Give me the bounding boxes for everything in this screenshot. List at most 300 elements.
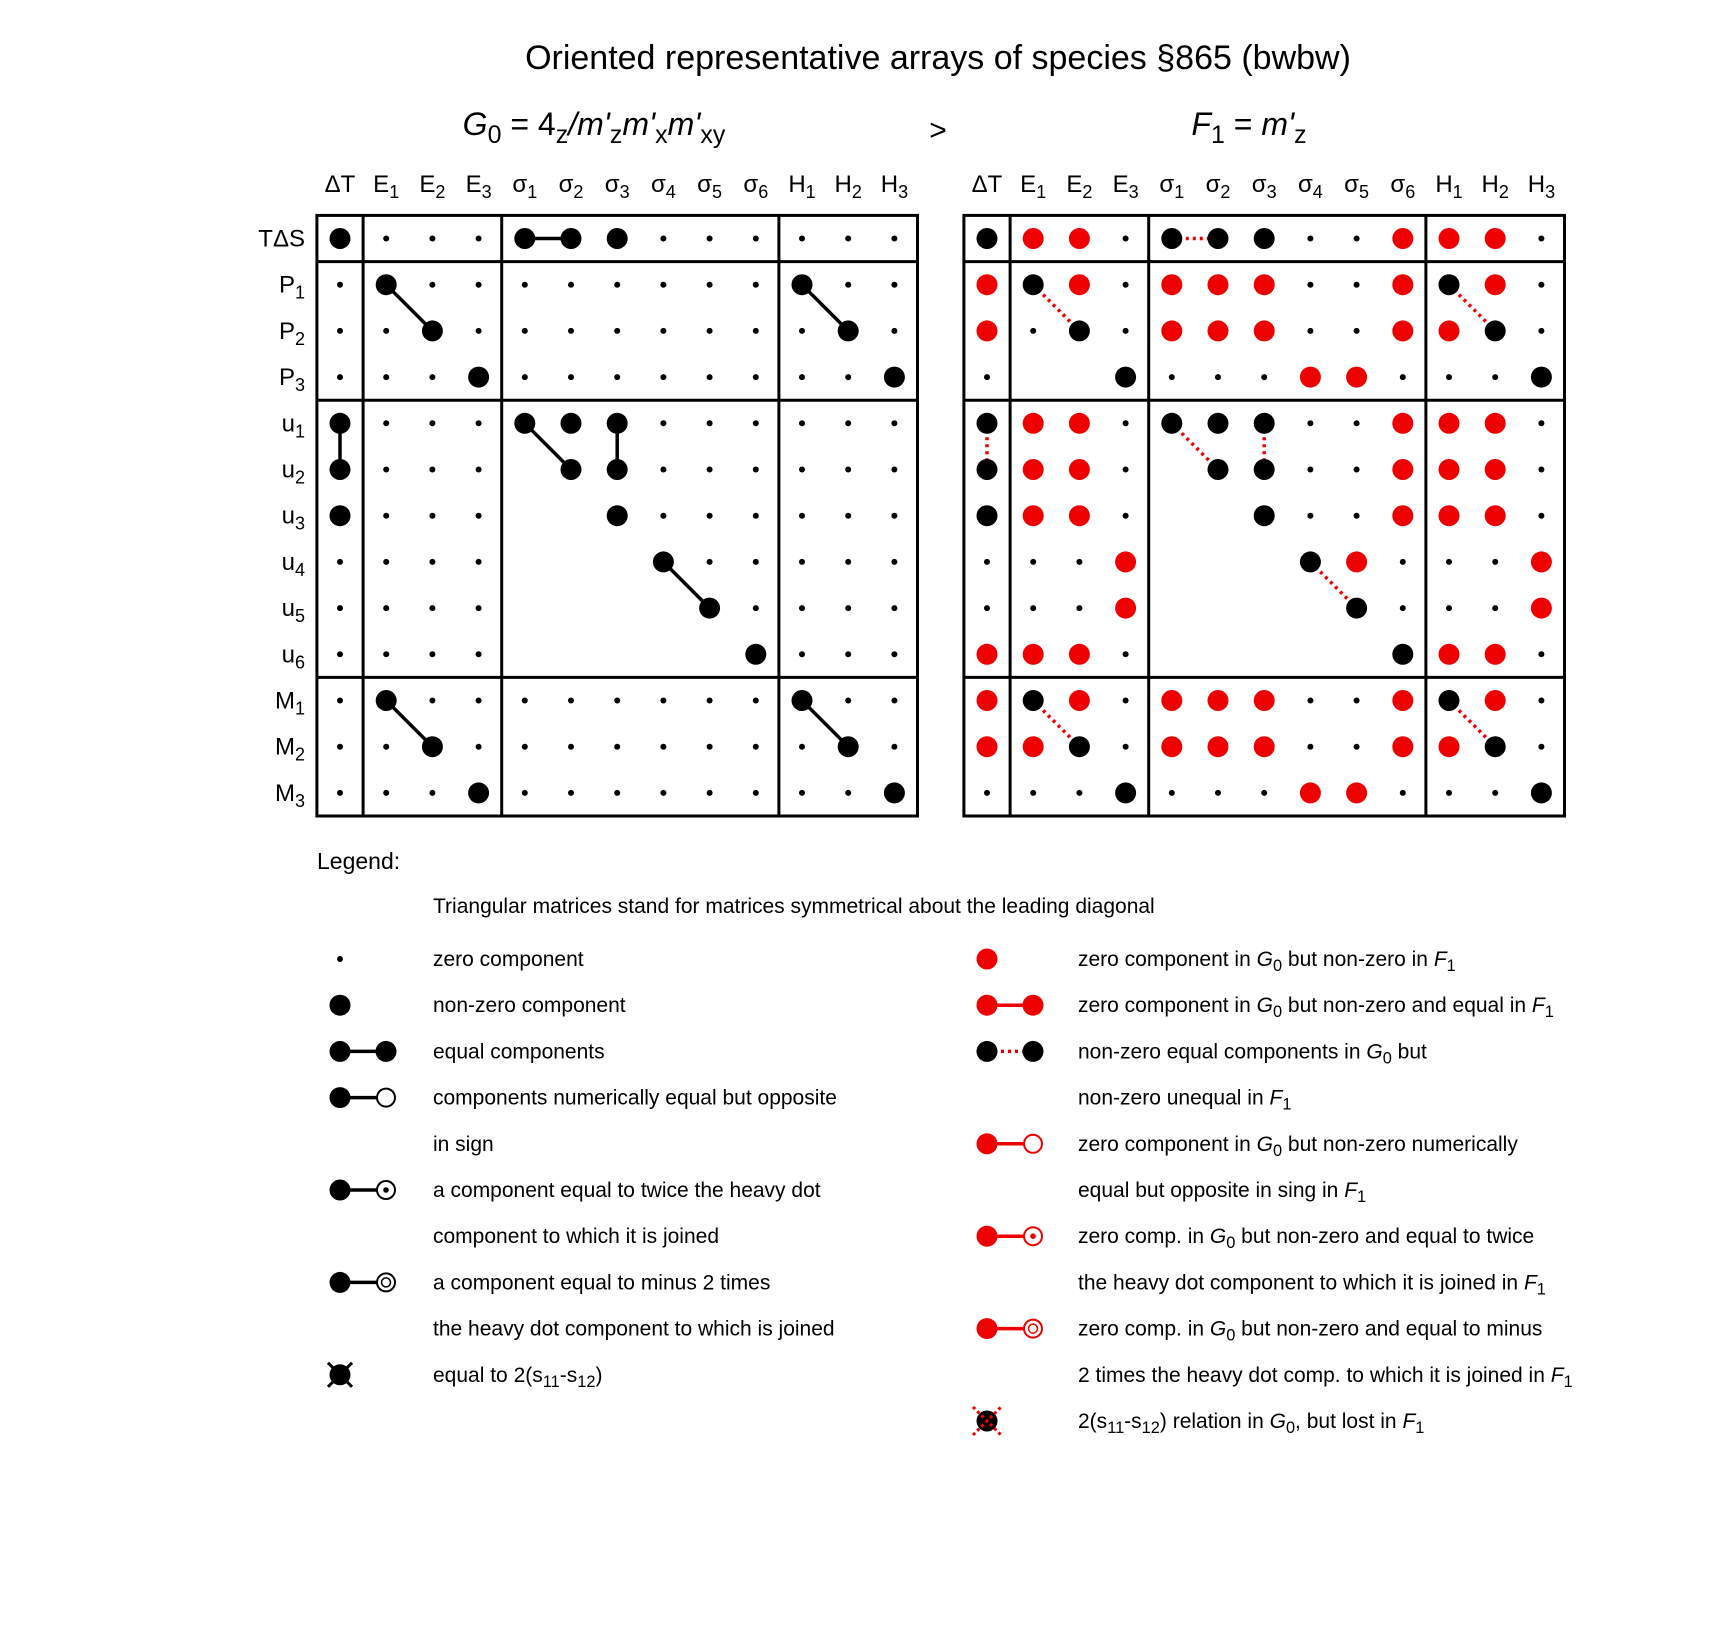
zero-component-dot [614, 744, 620, 750]
new-non-zero-component-dot [1023, 505, 1044, 526]
zero-component-dot [383, 744, 389, 750]
zero-component-dot [753, 467, 759, 473]
zero-component-dot [660, 467, 666, 473]
legend-dot [330, 1041, 351, 1062]
column-header-base: H [834, 171, 852, 198]
zero-component-dot [753, 513, 759, 519]
row-header-base: u [281, 595, 295, 623]
zero-component-dot [476, 513, 482, 519]
zero-component-dot [568, 282, 574, 288]
non-zero-component-dot [561, 459, 582, 480]
text-part: F [1191, 106, 1211, 142]
column-header [1020, 171, 1046, 202]
new-non-zero-component-dot [1069, 505, 1090, 526]
new-non-zero-component-dot [1531, 551, 1552, 572]
zero-component-dot [522, 698, 528, 704]
zero-component-dot [522, 744, 528, 750]
column-header [1252, 171, 1277, 202]
column-header-sub: 4 [1312, 182, 1323, 203]
row-header [279, 272, 305, 303]
zero-component-dot [753, 605, 759, 611]
zero-component-dot [891, 605, 897, 611]
zero-component-dot [845, 513, 851, 519]
zero-component-dot [1354, 467, 1360, 473]
column-header [1206, 171, 1231, 202]
zero-component-dot [753, 698, 759, 704]
diagram-title: Oriented representative arrays of species §865 (bwbw) [525, 39, 1351, 77]
text-part: the heavy dot component to which is joined [433, 1317, 835, 1341]
zero-component-dot [707, 420, 713, 426]
text-part: 0 [1226, 1326, 1236, 1345]
zero-component-dot [1307, 282, 1313, 288]
zero-component-dot [614, 698, 620, 704]
zero-component-dot [1538, 467, 1544, 473]
legend-dot [977, 1041, 998, 1062]
zero-component-dot [799, 513, 805, 519]
zero-component-dot [660, 744, 666, 750]
zero-component-dot [1123, 651, 1129, 657]
new-non-zero-component-dot [1069, 690, 1090, 711]
new-non-zero-component-dot [1023, 459, 1044, 480]
zero-component-dot [891, 236, 897, 242]
zero-component-dot [1354, 282, 1360, 288]
non-zero-component-dot [977, 413, 998, 434]
column-header-base: σ [1390, 171, 1406, 198]
zero-component-dot [845, 282, 851, 288]
zero-component-dot [799, 420, 805, 426]
column-header-base: σ [1297, 171, 1313, 198]
zero-component-dot [891, 513, 897, 519]
zero-component-dot [1307, 698, 1313, 704]
text-part: 1 [1544, 1002, 1554, 1021]
subgroup-heading [1191, 106, 1306, 149]
column-header [1066, 171, 1092, 202]
row-header [275, 688, 305, 719]
zero-component-dot [1123, 698, 1129, 704]
zero-component-dot [753, 559, 759, 565]
zero-component-dot [1123, 236, 1129, 242]
zero-component-dot [429, 374, 435, 380]
legend-dot [977, 949, 998, 970]
column-header-base: H [1435, 171, 1453, 198]
row-header [282, 457, 305, 488]
legend-label [433, 994, 626, 1017]
matrix-parent-group [258, 171, 917, 816]
zero-component-dot [1538, 236, 1544, 242]
column-header-sub: 6 [1405, 182, 1416, 203]
zero-component-dot [707, 559, 713, 565]
zero-component-dot [845, 236, 851, 242]
column-header [466, 171, 492, 202]
zero-component-dot [614, 282, 620, 288]
new-non-zero-component-dot [1485, 274, 1506, 295]
text-part: F [1523, 1271, 1537, 1295]
legend-label [1078, 1318, 1542, 1345]
text-part: ) [595, 1363, 603, 1387]
non-zero-component-dot [376, 274, 397, 295]
new-non-zero-component-dot [1439, 736, 1460, 757]
zero-component-dot [429, 236, 435, 242]
legend-dot [977, 1318, 998, 1339]
row-header-base: TΔS [258, 225, 305, 253]
non-zero-component-dot [1439, 690, 1460, 711]
column-header-sub: 6 [758, 182, 769, 203]
column-header-sub: 1 [1174, 182, 1185, 203]
zero-component-dot [383, 651, 389, 657]
zero-component-dot [1123, 282, 1129, 288]
zero-component-dot [1030, 328, 1036, 334]
non-zero-component-dot [1115, 367, 1136, 388]
new-non-zero-component-dot [1300, 782, 1321, 803]
zero-component-dot [753, 236, 759, 242]
zero-component-dot [1030, 790, 1036, 796]
zero-component-dot [799, 651, 805, 657]
legend-label [1078, 1364, 1573, 1391]
text-part: equal but opposite in sing in [1078, 1179, 1345, 1202]
zero-component-dot [707, 467, 713, 473]
column-header-base: σ [512, 171, 528, 198]
row-header-base: u [281, 456, 295, 484]
non-zero-component-dot [468, 367, 489, 388]
column-header-base: σ [1159, 171, 1175, 198]
new-non-zero-component-dot [1023, 228, 1044, 249]
non-zero-component-dot [977, 459, 998, 480]
zero-component-dot [568, 328, 574, 334]
text-part: m' [1261, 106, 1295, 142]
column-header-sub: 5 [1358, 182, 1370, 203]
zero-component-dot [1215, 374, 1221, 380]
column-header [651, 171, 676, 202]
legend-dot [330, 1272, 351, 1293]
row-header-base: M [274, 779, 295, 807]
zero-component-dot [1538, 420, 1544, 426]
row-header-sub: 3 [294, 375, 305, 396]
new-non-zero-component-dot [1439, 644, 1460, 665]
column-header [1344, 171, 1369, 202]
legend-label [1078, 1271, 1546, 1298]
non-zero-component-dot [884, 782, 905, 803]
zero-component-dot [476, 605, 482, 611]
non-zero-component-dot [330, 505, 351, 526]
column-header-base: E [1066, 171, 1083, 198]
non-zero-component-dot [1254, 459, 1275, 480]
zero-component-dot [476, 282, 482, 288]
legend-dot [977, 1226, 998, 1247]
text-part: 1 [1357, 1187, 1367, 1206]
column-header [1159, 171, 1184, 202]
new-non-zero-component-dot [1023, 413, 1044, 434]
text-part: 1 [1446, 956, 1456, 975]
legend-dot [1023, 1041, 1044, 1062]
legend-heading: Legend: [317, 848, 401, 874]
new-non-zero-component-dot [1069, 274, 1090, 295]
zero-component-dot [1446, 559, 1452, 565]
text-part: 12 [1141, 1418, 1160, 1437]
legend-label [1078, 948, 1456, 975]
new-non-zero-component-dot [1346, 782, 1367, 803]
text-part: G [1269, 1410, 1286, 1433]
zero-component-dot [845, 420, 851, 426]
zero-component-dot [845, 374, 851, 380]
new-non-zero-component-dot [1208, 736, 1229, 757]
zero-component-dot [337, 790, 343, 796]
row-header-sub: 1 [294, 698, 305, 719]
row-header-sub: 6 [294, 652, 305, 673]
legend-note: Triangular matrices stand for matrices symmetrical about the leading diagonal [433, 895, 1155, 918]
row-header [275, 780, 305, 811]
zero-component-dot [337, 328, 343, 334]
zero-component-dot [383, 559, 389, 565]
text-part: z [609, 120, 623, 149]
zero-component-dot [891, 651, 897, 657]
text-part: equal components [433, 1040, 605, 1064]
zero-component-dot [799, 559, 805, 565]
row-header-base: M [274, 687, 295, 715]
zero-component-dot [476, 467, 482, 473]
column-header-sub: 1 [527, 182, 538, 203]
zero-component-dot [984, 790, 990, 796]
zero-component-dot [568, 374, 574, 380]
zero-component-dot [799, 374, 805, 380]
legend-right-column [973, 948, 1573, 1437]
zero-component-dot [1354, 513, 1360, 519]
column-header [1113, 171, 1139, 202]
zero-component-dot [1492, 374, 1498, 380]
text-part: -s [559, 1363, 578, 1387]
zero-component-dot [1030, 605, 1036, 611]
non-zero-component-dot [1208, 228, 1229, 249]
text-part: but non-zero numerically [1282, 1132, 1518, 1156]
non-zero-component-dot [1023, 274, 1044, 295]
text-part: m' [667, 106, 701, 142]
text-part: G [1209, 1225, 1227, 1249]
zero-component-dot [1492, 605, 1498, 611]
row-header-base: u [281, 502, 295, 530]
text-part: components numerically equal but opposite [433, 1086, 837, 1110]
non-zero-component-dot [1346, 598, 1367, 619]
column-header-sub: 1 [1452, 182, 1463, 203]
column-header [972, 171, 1003, 198]
zero-component-dot [1076, 790, 1082, 796]
text-part: 0 [487, 120, 502, 149]
zero-component-dot [891, 559, 897, 565]
new-non-zero-component-dot [1254, 274, 1275, 295]
new-non-zero-component-dot [1161, 736, 1182, 757]
non-zero-component-dot [607, 459, 628, 480]
column-header-base: E [465, 171, 482, 198]
zero-component-dot [799, 744, 805, 750]
zero-component-dot [707, 374, 713, 380]
column-header-base: σ [697, 171, 712, 198]
new-non-zero-component-dot [1115, 598, 1136, 619]
zero-component-dot [1492, 790, 1498, 796]
zero-component-dot [660, 698, 666, 704]
new-non-zero-component-dot [1254, 690, 1275, 711]
zero-component-dot [753, 420, 759, 426]
zero-component-dot [429, 282, 435, 288]
non-zero-component-dot [514, 228, 535, 249]
zero-component-dot [1354, 698, 1360, 704]
row-header [282, 503, 305, 534]
new-non-zero-component-dot [1300, 367, 1321, 388]
text-part: zero component [433, 948, 584, 971]
row-header [279, 364, 305, 395]
new-non-zero-component-dot [977, 320, 998, 341]
text-part: 1 [1210, 120, 1225, 149]
column-header [743, 171, 768, 202]
non-zero-component-dot [884, 367, 905, 388]
non-zero-component-dot [422, 736, 443, 757]
zero-component-dot [1307, 744, 1313, 750]
text-part: xy [700, 120, 726, 149]
legend-ring-center [1030, 1233, 1036, 1239]
text-part: in sign [433, 1132, 494, 1156]
legend-ring [377, 1089, 395, 1107]
column-header-base: H [788, 171, 806, 198]
new-non-zero-component-dot [1392, 736, 1413, 757]
row-header [279, 318, 305, 349]
column-header-sub: 1 [1036, 182, 1047, 203]
new-non-zero-component-dot [1392, 690, 1413, 711]
zero-component-dot [799, 605, 805, 611]
non-zero-component-dot [1161, 228, 1182, 249]
zero-component-dot [1030, 559, 1036, 565]
column-header-sub: 3 [481, 182, 492, 203]
zero-component-dot [660, 513, 666, 519]
row-header-base: u [281, 548, 295, 576]
row-header-base: P [278, 317, 295, 345]
legend-dot [330, 1087, 351, 1108]
legend-dot [330, 995, 351, 1016]
text-part: zero component in [1078, 948, 1257, 971]
new-non-zero-component-dot [1439, 459, 1460, 480]
zero-component-dot [707, 790, 713, 796]
legend-label [433, 1179, 821, 1202]
column-header [835, 171, 862, 202]
zero-component-dot [753, 374, 759, 380]
zero-component-dot [891, 328, 897, 334]
new-non-zero-component-dot [1346, 367, 1367, 388]
new-non-zero-component-dot [977, 690, 998, 711]
zero-component-dot [1354, 328, 1360, 334]
non-zero-component-dot [1439, 274, 1460, 295]
non-zero-component-dot [1069, 320, 1090, 341]
legend-label [1078, 1040, 1427, 1067]
row-header-sub: 3 [294, 513, 305, 534]
column-header-sub: 1 [389, 182, 400, 203]
zero-component-dot [984, 559, 990, 565]
zero-component-dot [660, 328, 666, 334]
new-non-zero-component-dot [977, 644, 998, 665]
new-non-zero-component-dot [1254, 320, 1275, 341]
zero-component-dot [1261, 374, 1267, 380]
zero-component-dot [984, 605, 990, 611]
zero-component-dot [1307, 328, 1313, 334]
new-non-zero-component-dot [1485, 690, 1506, 711]
new-non-zero-component-dot [1485, 459, 1506, 480]
zero-component-dot [660, 282, 666, 288]
text-part: ) relation in [1159, 1410, 1270, 1433]
column-header [881, 171, 908, 202]
new-non-zero-component-dot [1531, 598, 1552, 619]
non-zero-component-dot [1485, 320, 1506, 341]
text-part: G [1256, 1132, 1273, 1156]
new-non-zero-component-dot [1392, 274, 1413, 295]
zero-component-dot [1076, 605, 1082, 611]
zero-component-dot [476, 236, 482, 242]
new-non-zero-component-dot [1346, 551, 1367, 572]
legend-ring [1024, 1135, 1042, 1153]
zero-component-dot [1123, 744, 1129, 750]
column-header [512, 171, 537, 202]
zero-component-dot [1169, 374, 1175, 380]
zero-component-dot [753, 282, 759, 288]
new-non-zero-component-dot [1485, 644, 1506, 665]
zero-component-dot [476, 744, 482, 750]
zero-component-dot [753, 744, 759, 750]
row-header-base: P [278, 364, 295, 392]
non-zero-component-dot [1300, 551, 1321, 572]
zero-component-dot [799, 236, 805, 242]
column-header [1482, 171, 1509, 202]
zero-component-dot [707, 513, 713, 519]
row-header-sub: 1 [294, 282, 305, 303]
row-header-base: M [274, 733, 295, 761]
text-part: 0 [1285, 1418, 1296, 1437]
legend-label [1078, 1225, 1534, 1252]
zero-component-dot [383, 790, 389, 796]
legend-label [1078, 1179, 1366, 1206]
zero-component-dot [891, 698, 897, 704]
row-header-base: u [281, 410, 295, 438]
text-part: /m' [568, 106, 610, 142]
text-part: z [555, 120, 569, 149]
zero-component-dot [1215, 790, 1221, 796]
text-part: 1 [1536, 1280, 1546, 1299]
new-non-zero-component-dot [977, 736, 998, 757]
zero-component-dot [337, 744, 343, 750]
new-non-zero-component-dot [1485, 505, 1506, 526]
text-part: zero component in [1078, 1132, 1257, 1156]
zero-component-dot [845, 467, 851, 473]
text-part: 1 [1282, 1095, 1292, 1114]
zero-component-dot [707, 744, 713, 750]
zero-component-dot [337, 605, 343, 611]
non-zero-component-dot [330, 459, 351, 480]
zero-component-dot [707, 282, 713, 288]
zero-component-dot [660, 374, 666, 380]
column-header-sub: 1 [805, 182, 816, 203]
new-non-zero-component-dot [977, 274, 998, 295]
zero-component-dot [799, 467, 805, 473]
column-header-sub: 3 [1128, 182, 1139, 203]
legend-dot [977, 1133, 998, 1154]
text-part: F [1344, 1179, 1358, 1202]
column-header-sub: 3 [1545, 182, 1556, 203]
column-header-base: E [373, 171, 390, 198]
zero-component-dot [1354, 420, 1360, 426]
row-header [282, 641, 305, 672]
text-part: , but lost in [1295, 1410, 1403, 1433]
text-part: G [1366, 1040, 1383, 1064]
column-header-sub: 3 [1266, 182, 1277, 203]
row-header [258, 226, 305, 253]
non-zero-component-dot [468, 782, 489, 803]
text-part: but [1391, 1040, 1427, 1064]
column-header [373, 171, 399, 202]
new-non-zero-component-dot [1485, 413, 1506, 434]
zero-component-dot [337, 282, 343, 288]
